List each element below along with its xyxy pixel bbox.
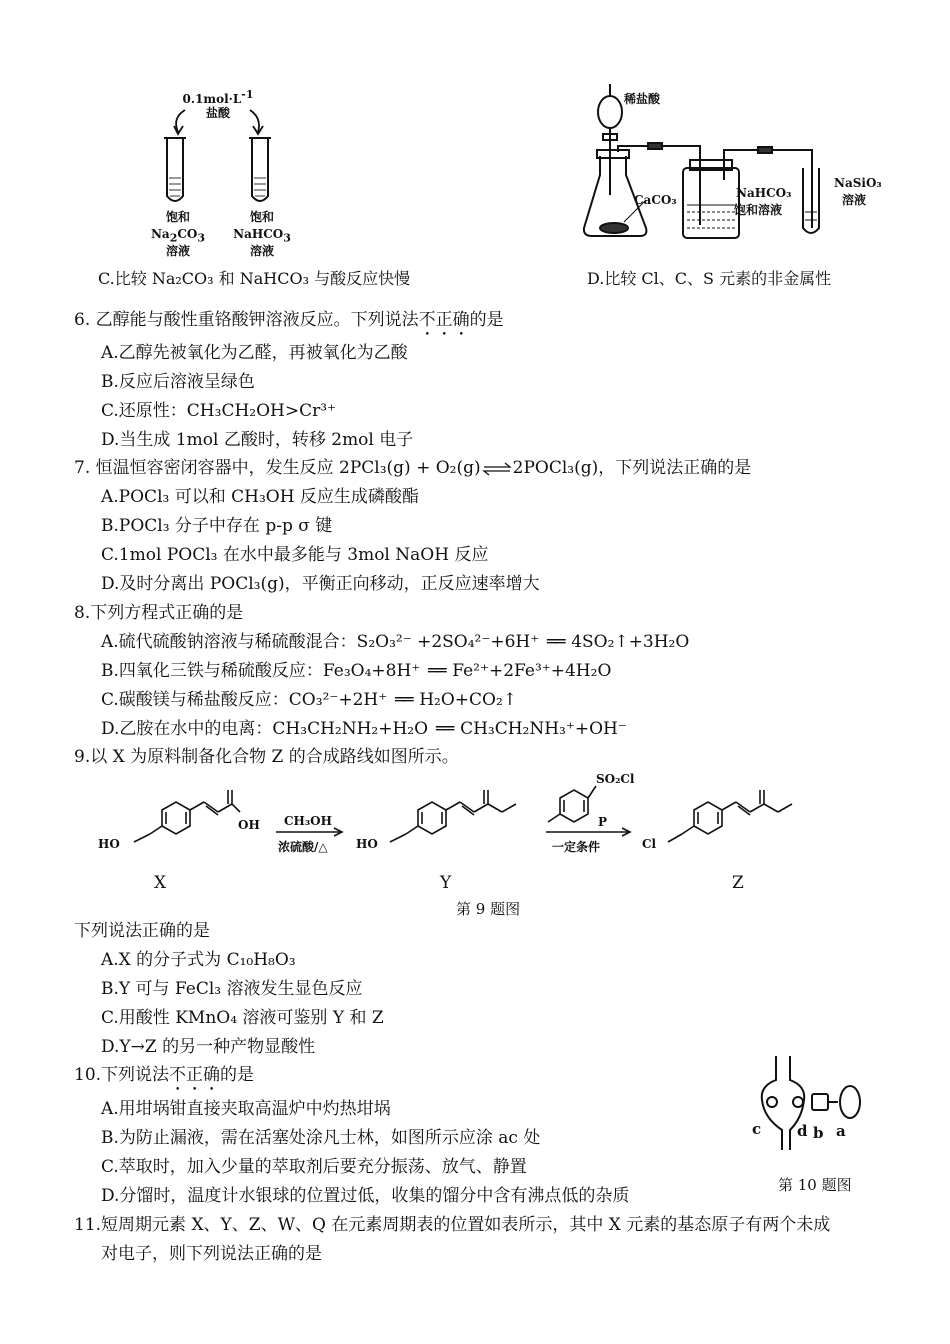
- funnel-label: 稀盐酸: [624, 92, 661, 106]
- right-tube-label-1: 饱和: [249, 210, 274, 224]
- q6-option-d: D.当生成 1mol 乙酸时，转移 2mol 电子: [101, 430, 414, 450]
- q10-stem: 10.下列说法不正确的是: [74, 1065, 255, 1085]
- q6-stem: 6. 乙醇能与酸性重铬酸钾溶液反应。下列说法不正确的是: [74, 310, 504, 330]
- left-tube-label-1: 饱和: [165, 210, 190, 224]
- stopcock-label-a: a: [836, 1122, 846, 1140]
- q6-option-a: A.乙醇先被氧化为乙醛，再被氧化为乙酸: [101, 343, 408, 363]
- q10-figure-caption: 第 10 题图: [778, 1176, 852, 1194]
- q8-option-d: D.乙胺在水中的电离：CH₃CH₂NH₂+H₂O ══ CH₃CH₂NH₃⁺+OH⁻: [101, 719, 627, 739]
- q9-option-d: D.Y→Z 的另一种产物显酸性: [101, 1037, 316, 1057]
- q6-option-b: B.反应后溶液呈绿色: [101, 372, 255, 392]
- q7-option-a: A.POCl₃ 可以和 CH₃OH 反应生成磷酸酯: [101, 487, 419, 507]
- stopcock-label-d: d: [797, 1122, 808, 1140]
- q7-option-d: D.及时分离出 POCl₃(g)，平衡正向移动，正反应速率增大: [101, 574, 540, 594]
- acid-concentration-label: $0.1mol\cdot L^{-1}$: [182, 88, 254, 106]
- equals-sign-icon: ══: [546, 632, 564, 652]
- arrow2-top-label: P: [598, 815, 608, 829]
- q9-option-c: C.用酸性 KMnO₄ 溶液可鉴别 Y 和 Z: [101, 1008, 384, 1028]
- q10-option-c: C.萃取时，加入少量的萃取剂后要充分振荡、放气、静置: [101, 1157, 527, 1177]
- reagent-so2cl-label: SO₂Cl: [596, 772, 635, 786]
- q10-option-a: A.用坩埚钳直接夹取高温炉中灼热坩埚: [101, 1099, 391, 1119]
- bottle-label-1: NaHCO₃: [736, 186, 792, 200]
- q8-option-c: C.碳酸镁与稀盐酸反应：CO₃²⁻+2H⁺ ══ H₂O+CO₂↑: [101, 690, 518, 710]
- q9-figure-caption: 第 9 题图: [456, 900, 521, 918]
- q11-line-1: 11.短周期元素 X、Y、Z、W、Q 在元素周期表的位置如表所示，其中 X 元素的基态原子有两个未成: [74, 1215, 831, 1235]
- y-ho-label: HO: [356, 837, 378, 851]
- tube-label-2: 溶液: [842, 193, 867, 207]
- right-tube-label-3: 溶液: [249, 244, 274, 258]
- x-oh-label: OH: [238, 818, 260, 832]
- label-z: Z: [732, 873, 744, 893]
- stopcock-label-b: b: [813, 1124, 824, 1142]
- q9-stem: 9.以 X 为原料制备化合物 Z 的合成路线如图所示。: [74, 747, 459, 767]
- label-y: Y: [440, 873, 452, 893]
- figure-d-caption: D.比较 Cl、C、S 元素的非金属性: [587, 269, 832, 288]
- label-x: X: [154, 873, 167, 893]
- q8-option-b: B.四氧化三铁与稀硫酸反应：Fe₃O₄+8H⁺ ══ Fe²⁺+2Fe³⁺+4H₂O: [101, 661, 612, 681]
- z-cl-label: Cl: [642, 837, 657, 851]
- q9-sub-stem: 下列说法正确的是: [74, 921, 210, 941]
- arrow1-bottom-label: 浓硫酸/△: [278, 840, 328, 854]
- equals-sign-icon: ══: [394, 690, 412, 710]
- left-tube-label-3: 溶液: [165, 244, 190, 258]
- q7-option-b: B.POCl₃ 分子中存在 p-p σ 键: [101, 516, 333, 536]
- tube-label-1: NaSiO₃: [834, 176, 882, 190]
- left-tube-label-2: $Na_2CO_3$: [150, 227, 206, 245]
- q11-line-2: 对电子，则下列说法正确的是: [101, 1244, 322, 1264]
- q7-stem: 7. 恒温恒容密闭容器中，发生反应 2PCl₃(g) + O₂(g) 2POCl₃(g)，下列说法正确的是: [74, 458, 752, 478]
- x-ho-label: HO: [98, 837, 120, 851]
- q9-option-a: A.X 的分子式为 C₁₀H₈O₃: [101, 950, 296, 970]
- q6-option-c: C.还原性：CH₃CH₂OH>Cr³⁺: [101, 401, 337, 421]
- q8-stem: 8.下列方程式正确的是: [74, 603, 244, 623]
- stopcock-label-c: c: [752, 1120, 762, 1138]
- flask-label: CaCO₃: [634, 193, 677, 207]
- q9-option-b: B.Y 可与 FeCl₃ 溶液发生显色反应: [101, 979, 363, 999]
- bottle-label-2: 饱和溶液: [734, 203, 783, 217]
- q8-option-a: A.硫代硫酸钠溶液与稀硫酸混合：S₂O₃²⁻ +2SO₄²⁻+6H⁺ ══ 4SO₂↑+3H₂O: [101, 632, 690, 652]
- acid-name-label: 盐酸: [205, 106, 230, 120]
- figure-c-caption: C.比较 Na₂CO₃ 和 NaHCO₃ 与酸反应快慢: [98, 269, 411, 288]
- equals-sign-icon: ══: [435, 719, 453, 739]
- right-tube-label-2: NaHCO$_3$: [233, 227, 291, 245]
- q10-option-d: D.分馏时，温度计水银球的位置过低，收集的馏分中含有沸点低的杂质: [101, 1186, 630, 1206]
- equals-sign-icon: ══: [428, 661, 445, 681]
- arrow2-bottom-label: 一定条件: [552, 840, 601, 854]
- q7-option-c: C.1mol POCl₃ 在水中最多能与 3mol NaOH 反应: [101, 545, 489, 565]
- q10-option-b: B.为防止漏液，需在活塞处涂凡士林，如图所示应涂 ac 处: [101, 1128, 541, 1148]
- arrow1-top-label: CH₃OH: [284, 814, 332, 828]
